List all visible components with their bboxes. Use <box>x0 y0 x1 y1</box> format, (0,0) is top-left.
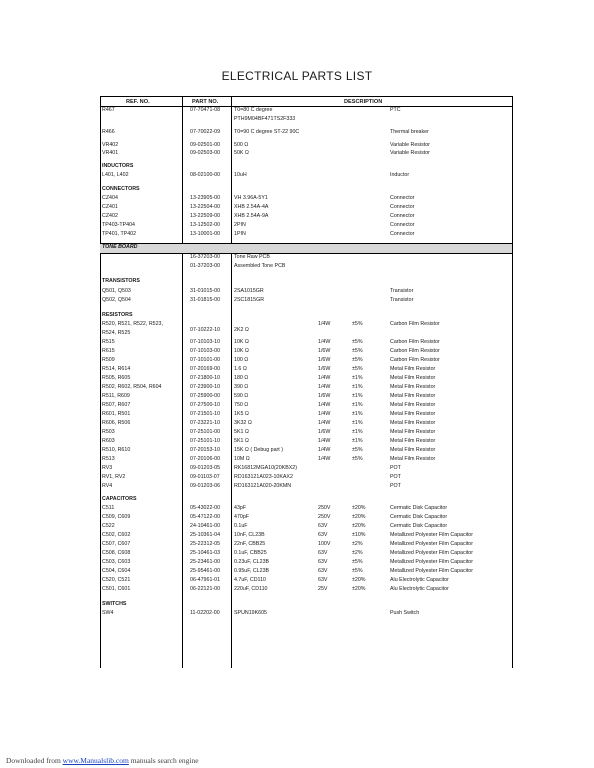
table-row <box>100 447 512 456</box>
table-row <box>100 172 512 186</box>
ref-no-cell: VR402 <box>102 142 119 148</box>
description-cell: 2PIN <box>234 222 246 228</box>
part-no-cell: 07-21800-10 <box>190 375 221 381</box>
type-cell: Metal Film Resistor <box>390 384 436 390</box>
table-row <box>100 357 512 366</box>
type-cell: Metal Film Resistor <box>390 429 436 435</box>
part-no-cell: 07-10103-10 <box>190 339 221 345</box>
part-no-cell: 08-02100-00 <box>190 172 221 178</box>
tolerance-cell: ±5% <box>352 357 363 363</box>
download-footer <box>6 756 199 765</box>
ref-no-cell: R503 <box>102 429 115 435</box>
ref-no-cell: C502, C602 <box>102 532 131 538</box>
header-ref-no: REF. NO. <box>126 98 150 105</box>
type-cell: Carbon Film Resistor <box>390 339 440 345</box>
rating-cell: 1/4W <box>318 456 331 462</box>
rating-cell: 1/4W <box>318 411 331 417</box>
part-no-cell: 06-22121-00 <box>190 586 221 592</box>
ref-no-cell: R467 <box>102 107 115 113</box>
rating-cell: 1/4W <box>318 375 331 381</box>
part-no-cell: 25-23461-00 <box>190 559 221 565</box>
section-heading <box>100 601 512 610</box>
description-cell: 10nF, CL23B <box>234 532 265 538</box>
type-cell: Metallized Polyester Film Capacitor <box>390 532 474 538</box>
part-no-cell: 31-01815-00 <box>190 297 221 303</box>
table-row <box>100 348 512 357</box>
section-heading <box>100 312 512 321</box>
part-no-cell: 09-01203-06 <box>190 483 221 489</box>
table-row <box>100 402 512 411</box>
part-no-cell: 07-25101-10 <box>190 438 221 444</box>
ref-no-cell: C520, C521 <box>102 577 131 583</box>
part-no-cell: 13-10001-00 <box>190 231 221 237</box>
table-row <box>100 129 512 142</box>
type-cell: Carbon Film Resistor <box>390 357 440 363</box>
description-cell: 15K Ω ( Debug part ) <box>234 447 284 453</box>
table-row <box>100 411 512 420</box>
part-no-cell: 31-01015-00 <box>190 288 221 294</box>
description-cell: XHB 2.54A-4A <box>234 204 269 210</box>
rating-cell: 100V <box>318 541 331 547</box>
table-row <box>100 505 512 514</box>
tolerance-cell: ±5% <box>352 348 363 354</box>
part-no-cell: 25-95461-00 <box>190 568 221 574</box>
ref-no-cell: C501, C601 <box>102 586 131 592</box>
ref-no-cell: C503, C603 <box>102 559 131 565</box>
description-cell: 750 Ω <box>234 402 249 408</box>
description-cell: 0.1uF <box>234 523 248 529</box>
type-cell: Connector <box>390 231 415 237</box>
type-cell: Metal Film Resistor <box>390 438 436 444</box>
part-no-cell: 13-12502-00 <box>190 222 221 228</box>
description-cell: 1K5 Ω <box>234 411 249 417</box>
rating-cell: 250V <box>318 514 331 520</box>
column-divider-right <box>512 96 513 668</box>
part-no-cell: 07-25900-00 <box>190 393 221 399</box>
ref-no-cell: C507, C607 <box>102 541 131 547</box>
page-title: ELECTRICAL PARTS LIST <box>221 69 373 83</box>
ref-no-cell: R601, R501 <box>102 411 131 417</box>
type-cell: Metal Film Resistor <box>390 447 436 453</box>
table-row <box>100 420 512 429</box>
type-cell: Transistor <box>390 297 414 303</box>
type-cell: Inductor <box>390 172 410 178</box>
table-row <box>100 195 512 204</box>
section-heading <box>100 278 512 288</box>
type-cell: Carbon Film Resistor <box>390 321 440 327</box>
description-cell: 220uF, CD110 <box>234 586 268 592</box>
table-row <box>100 231 512 243</box>
ref-no-cell: VR401 <box>102 150 119 156</box>
ref-no-cell: R511, R609 <box>102 393 130 399</box>
rating-cell: 1/4W <box>318 438 331 444</box>
table-row <box>100 150 512 163</box>
ref-no-cell: RV3 <box>102 465 113 471</box>
type-cell: POT <box>390 474 401 480</box>
description-cell: 22nF, CBB25 <box>234 541 266 547</box>
table-header <box>100 96 512 107</box>
tolerance-cell: ±1% <box>352 420 363 426</box>
part-no-cell: 07-21501-10 <box>190 411 221 417</box>
ref-no-cell: CONNECTORS <box>102 186 140 192</box>
part-no-cell: 07-23900-10 <box>190 384 221 390</box>
part-no-cell: 09-02501-00 <box>190 142 221 148</box>
type-cell: POT <box>390 465 401 471</box>
description-cell: T0=90 C degree ST-22 90C <box>234 129 300 135</box>
part-no-cell: 06-47961-01 <box>190 577 221 583</box>
type-cell: Connector <box>390 222 415 228</box>
part-no-cell: 07-20153-10 <box>190 447 221 453</box>
type-cell: Metal Film Resistor <box>390 402 436 408</box>
tolerance-cell: ±1% <box>352 402 363 408</box>
ref-no-cell: Q502, Q504 <box>102 297 131 303</box>
rating-cell: 1/4W <box>318 321 331 327</box>
tolerance-cell: ±5% <box>352 321 363 327</box>
part-no-cell: 13-23905-00 <box>190 195 221 201</box>
ref-no-cell: R502, R602, R504, R604 <box>102 384 162 390</box>
table-row <box>100 263 512 278</box>
tolerance-cell: ±20% <box>352 577 366 583</box>
description-cell: 180 Ω <box>234 375 249 381</box>
table-row <box>100 610 512 624</box>
table-row <box>100 438 512 447</box>
rating-cell: 63V <box>318 550 328 556</box>
description-cell: 2SA1015GR <box>234 288 264 294</box>
description-cell: T0=80 C degree <box>234 107 273 113</box>
rating-cell: 63V <box>318 559 328 565</box>
part-no-cell: 07-20169-00 <box>190 366 221 372</box>
tolerance-cell: ±1% <box>352 393 363 399</box>
description-cell: RD163121A023-10KAX2 <box>234 474 293 480</box>
ref-no-cell: R514, R614 <box>102 366 131 372</box>
table-row <box>100 375 512 384</box>
ref-no-cell: R524, R525 <box>102 330 131 336</box>
tolerance-cell: ±1% <box>352 384 363 390</box>
type-cell: Connector <box>390 213 415 219</box>
part-no-cell: 01-37203-00 <box>190 263 221 269</box>
ref-no-cell: R606, R506 <box>102 420 131 426</box>
ref-no-cell: SWITCHS <box>102 601 127 607</box>
tolerance-cell: ±1% <box>352 438 363 444</box>
rating-cell: 1/6W <box>318 429 331 435</box>
type-cell: Cermatic Disk Capacitor <box>390 523 448 529</box>
description-cell: Tone Raw PCB <box>234 254 270 260</box>
type-cell: Metal Film Resistor <box>390 411 436 417</box>
ref-no-cell: TONE BOARD <box>102 244 138 250</box>
part-no-cell: 16-37203-00 <box>190 254 221 260</box>
ref-no-cell: RV1, RV2 <box>102 474 126 480</box>
type-cell: Metal Film Resistor <box>390 393 436 399</box>
part-no-cell: 07-10103-00 <box>190 348 221 354</box>
rating-cell: 1/4W <box>318 339 331 345</box>
rating-cell: 63V <box>318 568 328 574</box>
section-heading <box>100 496 512 505</box>
ref-no-cell: INDUCTORS <box>102 163 134 169</box>
table-row <box>100 213 512 222</box>
ref-no-cell: R510, R610 <box>102 447 131 453</box>
ref-no-cell: CZ402 <box>102 213 118 219</box>
description-cell: RK16812MGA10(20KBX2) <box>234 465 298 471</box>
ref-no-cell: TP403-TP404 <box>102 222 135 228</box>
description-cell: 2SC1815GR <box>234 297 265 303</box>
tolerance-cell: ±1% <box>352 429 363 435</box>
table-row <box>100 330 512 339</box>
header-part-no: PART NO. <box>192 98 219 105</box>
description-cell: 10K Ω <box>234 348 249 354</box>
table-row <box>100 429 512 438</box>
part-no-cell: 05-43022-00 <box>190 505 221 511</box>
description-cell: 470pF <box>234 514 250 520</box>
type-cell: Metal Film Resistor <box>390 366 436 372</box>
description-cell: 0.23uF, CL23B <box>234 559 270 565</box>
rating-cell: 1/6W <box>318 357 331 363</box>
ref-no-cell: CAPACITORS <box>102 496 137 502</box>
part-no-cell: 07-25101-00 <box>190 429 221 435</box>
description-cell: 500 Ω <box>234 142 249 148</box>
tolerance-cell: ±1% <box>352 411 363 417</box>
type-cell: Cermatic Disk Capacitor <box>390 505 448 511</box>
tolerance-cell: ±5% <box>352 559 363 565</box>
table-row <box>100 577 512 586</box>
ref-no-cell: R509 <box>102 357 115 363</box>
part-no-cell: 07-10101-00 <box>190 357 221 363</box>
type-cell: Metallized Polyester Film Capacitor <box>390 568 474 574</box>
description-cell: 100 Ω <box>234 357 249 363</box>
type-cell: Metal Film Resistor <box>390 375 436 381</box>
ref-no-cell: R603 <box>102 438 115 444</box>
ref-no-cell: C508, C608 <box>102 550 131 556</box>
table-row <box>100 465 512 474</box>
ref-no-cell: TRANSISTORS <box>102 278 140 284</box>
tolerance-cell: ±2% <box>352 541 363 547</box>
ref-no-cell: R513 <box>102 456 115 462</box>
tolerance-cell: ±20% <box>352 523 366 529</box>
part-no-cell: 11-02202-00 <box>190 610 220 616</box>
section-heading <box>100 163 512 172</box>
rating-cell: 1/4W <box>318 420 331 426</box>
table-row <box>100 514 512 523</box>
description-cell: 5K1 Ω <box>234 438 249 444</box>
ref-no-cell: CZ404 <box>102 195 118 201</box>
part-no-cell: 05-47122-00 <box>190 514 221 520</box>
table-row <box>100 116 512 129</box>
table-row <box>100 384 512 393</box>
part-no-cell: 25-22312-05 <box>190 541 221 547</box>
type-cell: Metallized Polyester Film Capacitor <box>390 541 474 547</box>
table-row <box>100 339 512 348</box>
tolerance-cell: ±5% <box>352 447 363 453</box>
description-cell: 390 Ω <box>234 384 249 390</box>
table-row <box>100 456 512 465</box>
ref-no-cell: SW4 <box>102 610 114 616</box>
table-row <box>100 586 512 601</box>
type-cell: Variable Resistor <box>390 150 430 156</box>
ref-no-cell: L401, L402 <box>102 172 129 178</box>
part-no-cell: 09-01203-05 <box>190 465 221 471</box>
table-row <box>100 204 512 213</box>
ref-no-cell: TP401, TP402 <box>102 231 137 237</box>
ref-no-cell: R466 <box>102 129 115 135</box>
type-cell: Metallized Polyester Film Capacitor <box>390 550 474 556</box>
tolerance-cell: ±5% <box>352 339 363 345</box>
part-no-cell: 07-20106-00 <box>190 456 221 462</box>
description-cell: 2K2 Ω <box>234 327 249 333</box>
table-row <box>100 222 512 231</box>
rating-cell: 63V <box>318 523 328 529</box>
rating-cell: 1/4W <box>318 447 331 453</box>
table-row <box>100 559 512 568</box>
tolerance-cell: ±20% <box>352 586 366 592</box>
description-cell: 43pF <box>234 505 247 511</box>
part-no-cell: 24-10461-00 <box>190 523 221 529</box>
type-cell: Metallized Polyester Film Capacitor <box>390 559 474 565</box>
part-no-cell: 25-10361-04 <box>190 532 221 538</box>
description-cell: RD163121A020-20KMN <box>234 483 292 489</box>
rating-cell: 25V <box>318 586 328 592</box>
tolerance-cell: ±5% <box>352 366 363 372</box>
description-cell: XHB 2.54A-9A <box>234 213 269 219</box>
type-cell: POT <box>390 483 401 489</box>
rating-cell: 1/6W <box>318 366 331 372</box>
description-cell: 50K Ω <box>234 150 249 156</box>
ref-no-cell: R615 <box>102 348 115 354</box>
description-cell: 4.7uF, CD110 <box>234 577 266 583</box>
ref-no-cell: R515 <box>102 339 115 345</box>
rating-cell: 1/4W <box>318 384 331 390</box>
section-heading <box>100 186 512 195</box>
rating-cell: 63V <box>318 577 328 583</box>
table-row <box>100 254 512 263</box>
description-cell: 5K1 Ω <box>234 429 249 435</box>
description-cell: VH 3.96A-5Y1 <box>234 195 268 201</box>
ref-no-cell: RV4 <box>102 483 113 489</box>
type-cell: Transistor <box>390 288 414 294</box>
ref-no-cell: CZ401 <box>102 204 118 210</box>
tolerance-cell: ±1% <box>352 375 363 381</box>
table-row <box>100 568 512 577</box>
type-cell: Alu Electrolytic Capacitor <box>390 586 449 592</box>
table-row <box>100 550 512 559</box>
rating-cell: 63V <box>318 532 328 538</box>
ref-no-cell: Q501, Q503 <box>102 288 131 294</box>
description-cell: 0.95uF, CL23B <box>234 568 270 574</box>
table-row <box>100 142 512 150</box>
ref-no-cell: C509, C609 <box>102 514 131 520</box>
tolerance-cell: ±2% <box>352 550 363 556</box>
tolerance-cell: ±20% <box>352 514 366 520</box>
table-row <box>100 532 512 541</box>
ref-no-cell: C522 <box>102 523 115 529</box>
manualslib-link[interactable]: www.Manualslib.com <box>62 756 129 765</box>
table-row <box>100 107 512 116</box>
description-cell: 590 Ω <box>234 393 249 399</box>
part-no-cell: 07-23221-10 <box>190 420 221 426</box>
type-cell: Cermatic Disk Capacitor <box>390 514 448 520</box>
description-cell: 0.1uF, CBB25 <box>234 550 267 556</box>
table-row <box>100 483 512 496</box>
type-cell: Carbon Film Resistor <box>390 348 440 354</box>
table-row <box>100 541 512 550</box>
part-no-cell: 13-22509-00 <box>190 213 221 219</box>
part-no-cell: 13-22504-00 <box>190 204 221 210</box>
type-cell: Thermal breaker <box>390 129 429 135</box>
description-cell: 10M Ω <box>234 456 250 462</box>
description-cell: 10uH <box>234 172 247 178</box>
type-cell: Connector <box>390 195 415 201</box>
footer-suffix: manuals search engine <box>128 756 199 765</box>
description-cell: 3K32 Ω <box>234 420 252 426</box>
rating-cell: 1/4W <box>318 402 331 408</box>
table-row <box>100 393 512 402</box>
description-cell: Assembled Tone PCB <box>234 263 286 269</box>
type-cell: Connector <box>390 204 415 210</box>
footer-prefix: Downloaded from <box>6 756 63 765</box>
tolerance-cell: ±10% <box>352 532 366 538</box>
part-no-cell: 09-02503-00 <box>190 150 221 156</box>
part-no-cell: 07-70471-08 <box>190 107 221 113</box>
table-row <box>100 297 512 312</box>
rating-cell: 250V <box>318 505 331 511</box>
description-cell: 10K Ω <box>234 339 249 345</box>
description-cell: 1.6 Ω <box>234 366 247 372</box>
tolerance-cell: ±20% <box>352 505 366 511</box>
ref-no-cell: C504, C604 <box>102 568 131 574</box>
type-cell: Metal Film Resistor <box>390 456 436 462</box>
tolerance-cell: ±5% <box>352 456 363 462</box>
ref-no-cell: R520, R521, R522, R523, <box>102 321 163 327</box>
type-cell: PTC <box>390 107 401 113</box>
ref-no-cell: RESISTORS <box>102 312 133 318</box>
ref-no-cell: C511 <box>102 505 115 511</box>
part-no-cell: 25-10461-03 <box>190 550 221 556</box>
part-no-cell: 09-01103-07 <box>190 474 220 480</box>
part-no-cell: 07-27500-10 <box>190 402 221 408</box>
type-cell: Variable Resistor <box>390 142 430 148</box>
tolerance-cell: ±5% <box>352 568 363 574</box>
parts-table <box>100 96 512 624</box>
type-cell: Alu Electrolytic Capacitor <box>390 577 449 583</box>
description-cell: PTH9M04BF471TS2F333 <box>234 116 296 122</box>
rating-cell: 1/6W <box>318 348 331 354</box>
rating-cell: 1/6W <box>318 393 331 399</box>
ref-no-cell: R507, R607 <box>102 402 131 408</box>
table-body <box>100 107 512 624</box>
part-no-cell: 07-70022-09 <box>190 129 221 135</box>
header-description: DESCRIPTION <box>344 98 383 105</box>
description-cell: 1PIN <box>234 231 246 237</box>
type-cell: Push Switch <box>390 610 420 616</box>
table-row <box>100 523 512 532</box>
type-cell: Metal Film Resistor <box>390 420 436 426</box>
ref-no-cell: R505, R605 <box>102 375 131 381</box>
table-row <box>100 474 512 483</box>
part-no-cell: 07-10222-10 <box>190 327 221 333</box>
description-cell: SPUN19K605 <box>234 610 267 616</box>
table-row <box>100 288 512 297</box>
board-band <box>100 243 512 254</box>
table-row <box>100 366 512 375</box>
